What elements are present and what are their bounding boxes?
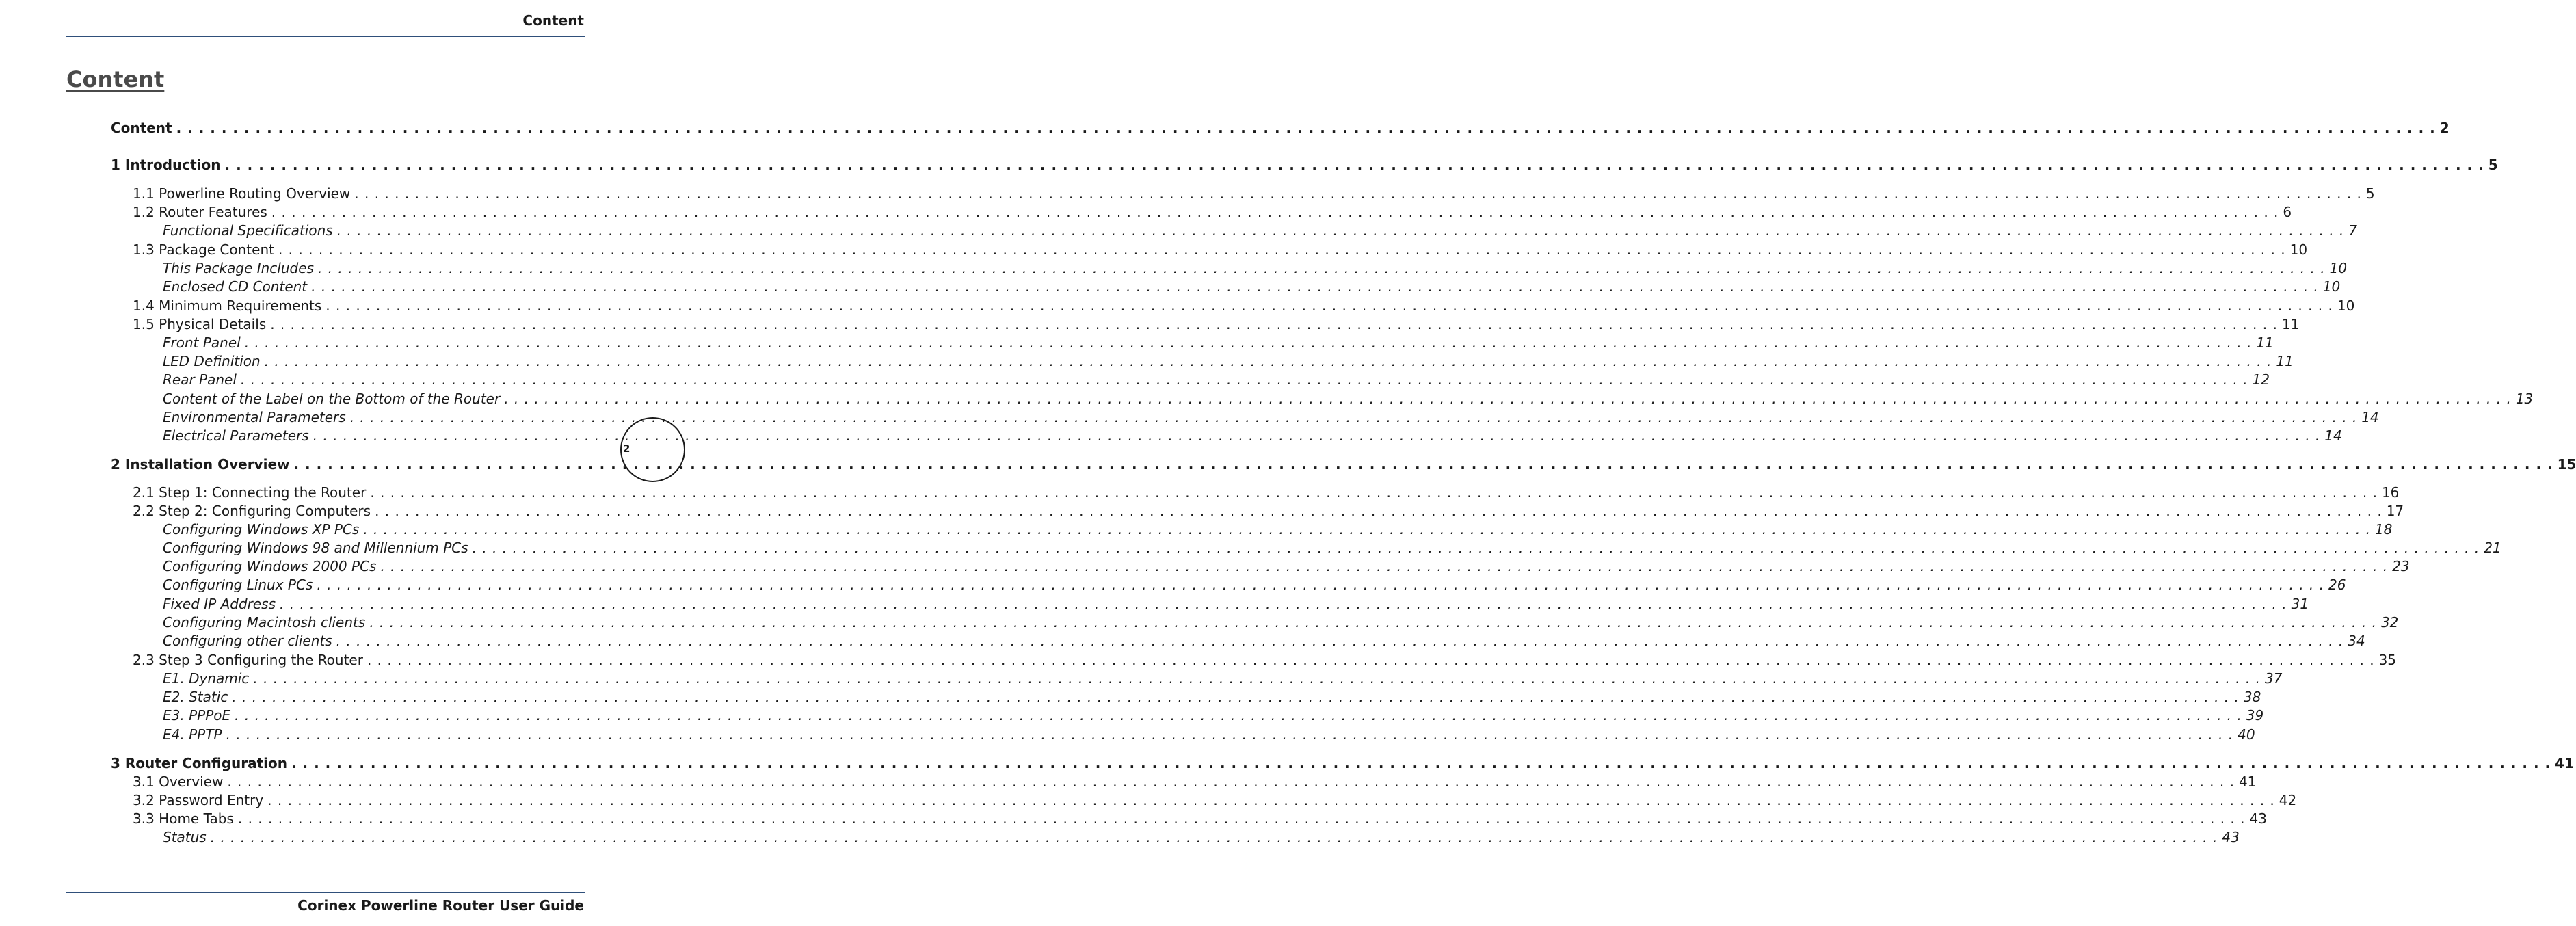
toc-entry[interactable]: [163, 631, 2365, 650]
toc-entry[interactable]: [163, 706, 2264, 725]
toc-entry-page: 17: [2386, 503, 2404, 519]
toc-dot-leader: . . . . . . . . . . . . . . . . . . . . . . . . . . . . . . . . . . . . . . . . . . . . . . . . . . . . . . . . . . . . . . . . . . . . . . . . . . . . . . . . . . . . . . . . . . . . . . . . . . . . . . . . . . . . . . . . . . . . . . . . . . . . . . . . . . . . . . . . . . . . . . . . . . . . . . . . . . . . . . . . . . . . . . . . . . . . . . . . . . . . . . . . . . . . . . . . . . . . . . . .: [472, 540, 2480, 556]
toc-dot-leader: . . . . . . . . . . . . . . . . . . . . . . . . . . . . . . . . . . . . . . . . . . . . . . . . . . . . . . . . . . . . . . . . . . . . . . . . . . . . . . . . . . . . . . . . . . . . . . . . . . . . . . . . . . . . . . . . . . . . . . . . . . . . . . . . . . . . . . . . . . . . . . . . . . . . . . . . . . . . . . . . . . . . . . . . . . . . . . . . . . . . . . . . . . . . . . . . . . . . . . . .: [349, 409, 2358, 425]
toc-entry[interactable]: [133, 240, 2308, 259]
toc-entry-page: 43: [2222, 829, 2240, 845]
footer-title: Corinex Powerline Router User Guide: [297, 897, 584, 914]
toc-entry[interactable]: [163, 538, 2501, 557]
toc-dot-leader: . . . . . . . . . . . . . . . . . . . . . . . . . . . . . . . . . . . . . . . . . . . . . . . . . . . . . . . . . . . . . . . . . . . . . . . . . . . . . . . . . . . . . . . . . . . . . . . . . . . . . . . . . . . . . . . . . . . . . . . . . . . . . . . . . . . . . . . . . . . . . . . . . . . . . . . . . . . . . . . . . . . . . . . . . . . . . . . . . . . . . . . . . . . . . . . . . . . . . . . .: [313, 427, 2321, 444]
toc-dot-leader: . . . . . . . . . . . . . . . . . . . . . . . . . . . . . . . . . . . . . . . . . . . . . . . . . . . . . . . . . . . . . . . . . . . . . . . . . . . . . . . . . . . . . . . . . . . . . . . . . . . . . . . . . . . . . . . . . . . . . . . . . . . . . . . . . . . . . . . . . . . . . . . . . . . . . . . . . . . . . . . . . . . . . . . . . . . . . . . . . . . . . . . . . . . . . . . . . . . . . . . .: [253, 670, 2261, 687]
toc-entry-label: Configuring Windows 98 and Millennium PCs: [163, 540, 468, 556]
toc-dot-leader: . . . . . . . . . . . . . . . . . . . . . . . . . . . . . . . . . . . . . . . . . . . . . . . . . . . . . . . . . . . . . . . . . . . . . . . . . . . . . . . . . . . . . . . . . . . . . . . . . . . . . . . . . . . . . . . . . . . . . . . . . . . . . . . . . . . . . . . . . . . . . . . . . . . . . . . . . . . . . . . . . . . . . . . . . . . . . . . . . . . . . . . . . . . . . . . . . . . . . . . .: [278, 241, 2286, 258]
toc-dot-leader: . . . . . . . . . . . . . . . . . . . . . . . . . . . . . . . . . . . . . . . . . . . . . . . . . . . . . . . . . . . . . . . . . . . . . . . . . . . . . . . . . . . . . . . . . . . . . . . . . . . . . . . . . . . . . . . . . . . . . . . . . . . . . . . . . . . . . . . . . . . . . . . . . . . . . . . . . . . . . . . . . . . . . . . . . . . . . . . . . . . . . . . . . . . . . . . . . . . . . . . .: [311, 278, 2319, 295]
toc-entry-page: 5: [2365, 185, 2375, 202]
toc-entry-page: 12: [2252, 371, 2270, 388]
toc-entry-page: 16: [2381, 484, 2400, 501]
toc-entry[interactable]: [163, 426, 2342, 445]
toc-entry-page: 18: [2374, 521, 2393, 538]
toc-entry-page: 6: [2283, 204, 2292, 220]
toc-entry-label: This Package Includes: [163, 260, 314, 276]
toc-dot-leader: . . . . . . . . . . . . . . . . . . . . . . . . . . . . . . . . . . . . . . . . . . . . . . . . . . . . . . . . . . . . . . . . . . . . . . . . . . . . . . . . . . . . . . . . . . . . . . . . . . . . . . . . . . . . . . . . . . . . . . . . . . . . . . . . . . . . . . . . . . . . . . . . . . . . . . . . . . . . . . . . . . . . . . . . . . . . . . . . . . . . . . . . . . . . . . . . . . . . . . . .: [237, 810, 2246, 827]
toc-entry[interactable]: [163, 828, 2240, 847]
toc-entry[interactable]: [111, 754, 2574, 773]
toc-entry[interactable]: [163, 687, 2261, 706]
toc-dot-leader: . . . . . . . . . . . . . . . . . . . . . . . . . . . . . . . . . . . . . . . . . . . . . . . . . . . . . . . . . . . . . . . . . . . . . . . . . . . . . . . . . . . . . . . . . . . . . . . . . . . . . . . . . . . . . . . . . . . . . . . . . . . . . . . . . . . . . . . . . . . . . . . . . . . . . . . . . . . . . . . . . . . . . . . . . . . . . . . . . . . . . . . . . . . . . . . . . . . . . . . .: [326, 297, 2333, 314]
toc-entry-label: Configuring Windows XP PCs: [163, 521, 360, 538]
toc-entry-label: Content: [111, 120, 172, 136]
toc-entry-page: 39: [2246, 707, 2264, 724]
toc-entry-label: Content of the Label on the Bottom of the Router: [163, 391, 501, 407]
toc-entry[interactable]: [111, 455, 2576, 474]
toc-entry-page: 42: [2279, 792, 2297, 808]
toc-entry[interactable]: [133, 184, 2375, 203]
toc-entry[interactable]: [133, 791, 2297, 810]
toc-entry[interactable]: [163, 389, 2534, 408]
toc-entry-page: 10: [2337, 297, 2355, 314]
toc-entry-page: 14: [2361, 409, 2379, 425]
toc-entry[interactable]: [163, 408, 2379, 427]
toc-entry-page: 11: [2276, 353, 2294, 369]
toc-entry-page: 35: [2378, 652, 2397, 668]
toc-dot-leader: . . . . . . . . . . . . . . . . . . . . . . . . . . . . . . . . . . . . . . . . . . . . . . . . . . . . . . . . . . . . . . . . . . . . . . . . . . . . . . . . . . . . . . . . . . . . . . . . . . . . . . . . . . . . . . . . . . . . . . . . . . . . . . . . . . . . . . . . . . . . . . . . . . . . . . . . . . . . . . . . . . . . . . . . . . . . . . . . . . . . . . . . . . . . . . . . . . . . . . . .: [227, 773, 2235, 790]
toc-entry-label: Status: [163, 829, 207, 845]
toc-dot-leader: . . . . . . . . . . . . . . . . . . . . . . . . . . . . . . . . . . . . . . . . . . . . . . . . . . . . . . . . . . . . . . . . . . . . . . . . . . . . . . . . . . . . . . . . . . . . . . . . . . . . . . . . . . . . . . . . . . . . . . . . . . . . . . . . . . . . . . . . . . . . . . . . . . . . . . . . . . . . . . . . . . . . . . . . . . . . . . . . . . . . . . . . . . . . . . . . . . . . . . . .: [267, 792, 2275, 808]
toc-entry[interactable]: [163, 370, 2270, 389]
toc-dot-leader: . . . . . . . . . . . . . . . . . . . . . . . . . . . . . . . . . . . . . . . . . . . . . . . . . . . . . . . . . . . . . . . . . . . . . . . . . . . . . . . . . . . . . . . . . . . . . . . . . . . . . . . . . . . . . . . . . . . . . . . . . . . . . . . . . . . . . . . . . . . . . . . . . . . . . . . . . . . . . . . . . . . . . . . . . . . . . . . . . . . . . . . . . . . . . . . . . . . . . . . .: [317, 577, 2324, 593]
toc-entry-page: 32: [2380, 614, 2399, 631]
toc-entry[interactable]: [133, 483, 2400, 502]
toc-entry-page: 10: [2289, 241, 2308, 258]
toc-entry-page: 11: [2256, 334, 2274, 351]
toc-dot-leader: . . . . . . . . . . . . . . . . . . . . . . . . . . . . . . . . . . . . . . . . . . . . . . . . . . . . . . . . . . . . . . . . . . . . . . . . . . . . . . . . . . . . . . . . . . . . . . . . . . . . . . . . . . . . . . . . . . . . . . . . . . . . . . . . . . . . . . . . . . . . . . . . . . . . . . . . . . . . . . . . . . . . . . . . . . . . . . . . . . . . . . . . . . . . . . . . . . . . . . . .: [210, 829, 2218, 845]
toc-entry-page: 40: [2238, 726, 2255, 743]
toc-dot-leader: . . . . . . . . . . . . . . . . . . . . . . . . . . . . . . . . . . . . . . . . . . . . . . . . . . . . . . . . . . . . . . . . . . . . . . . . . . . . . . . . . . . . . . . . . . . . . . . . . . . . . . . . . . . . . . . . . . . . . . . . . . . . . . . . . . . . . . . . . . . . . . . . . . . . . . . . . . . . . . . . . . . . . . . . . . . . . . . . . . . . . . . . . . . . . . . . . . . . . . . .: [240, 371, 2248, 388]
toc-entry[interactable]: [133, 650, 2397, 670]
toc-entry-label: E4. PPTP: [163, 726, 222, 743]
toc-entry-page: 34: [2348, 633, 2365, 649]
toc-entry-page: 10: [2322, 278, 2341, 295]
toc-entry-label: 3.1 Overview: [133, 773, 224, 790]
toc-dot-leader: . . . . . . . . . . . . . . . . . . . . . . . . . . . . . . . . . . . . . . . . . . . . . . . . . . . . . . . . . . . . . . . . . . . . . . . . . . . . . . . . . . . . . . . . . . . . . . . . . . . . . . . . . . . . . . . . . . . . . . . . . . . . . . . . . . . . . . . . . . . . . . . . . . . . . . . . . . . . . . . . . . . . . . . . . . . . . . . . . . . . . . . . . . . . . . . . . . . . . . . .: [226, 726, 2234, 743]
toc-entry-label: 3.3 Home Tabs: [133, 810, 234, 827]
toc-entry-label: 1.2 Router Features: [133, 204, 267, 220]
toc-entry-page: 41: [2238, 773, 2257, 790]
toc-dot-leader: . . . . . . . . . . . . . . . . . . . . . . . . . . . . . . . . . . . . . . . . . . . . . . . . . . . . . . . . . . . . . . . . . . . . . . . . . . . . . . . . . . . . . . . . . . . . . . . . . . . . . . . . . . . . . . . . . . . . . . . . . . . . . . . . . . . . . . . . . . . . . . . . . . . . . . . . . . . . . . . . . . . . . . . . . . . . . . . . . . . . . . . . . . . . . . . . . . . . . . . .: [293, 456, 2553, 473]
toc-entry[interactable]: [163, 557, 2410, 576]
toc-entry-page: 21: [2484, 540, 2501, 556]
toc-dot-leader: . . . . . . . . . . . . . . . . . . . . . . . . . . . . . . . . . . . . . . . . . . . . . . . . . . . . . . . . . . . . . . . . . . . . . . . . . . . . . . . . . . . . . . . . . . . . . . . . . . . . . . . . . . . . . . . . . . . . . . . . . . . . . . . . . . . . . . . . . . . . . . . . . . . . . . . . . . . . . . . . . . . . . . . . . . . . . . . . . . . . . . . . . . . . . . . . . . . . . . . .: [363, 521, 2371, 538]
toc-entry-page: 7: [2348, 222, 2358, 239]
toc-entry-label: LED Definition: [163, 353, 261, 369]
toc-entry-label: Configuring Linux PCs: [163, 577, 313, 593]
toc-dot-leader: . . . . . . . . . . . . . . . . . . . . . . . . . . . . . . . . . . . . . . . . . . . . . . . . . . . . . . . . . . . . . . . . . . . . . . . . . . . . . . . . . . . . . . . . . . . . . . . . . . . . . . . . . . . . . . . . . . . . . . . . . . . . . . . . . . . . . . . . . . . . . . . . . . . . . . . . . . . . . . . . . . . . . . . . . . . . . . . . . . . . . . . . . . . . . . . . . . . . . . . .: [264, 353, 2272, 369]
toc-dot-leader: . . . . . . . . . . . . . . . . . . . . . . . . . . . . . . . . . . . . . . . . . . . . . . . . . . . . . . . . . . . . . . . . . . . . . . . . . . . . . . . . . . . . . . . . . . . . . . . . . . . . . . . . . . . . . . . . . . . . . . . . . . . . . . . . . . . . . . . . . . . . . . . . . . . . . . . . . . . . . . . . . . . . . . . . . . . . . . . . . . . . . . . . . . . . . . . . . . . . . . . .: [370, 484, 2378, 501]
toc-entry-label: Configuring other clients: [163, 633, 332, 649]
toc-entry[interactable]: [133, 809, 2267, 828]
toc-dot-leader: . . . . . . . . . . . . . . . . . . . . . . . . . . . . . . . . . . . . . . . . . . . . . . . . . . . . . . . . . . . . . . . . . . . . . . . . . . . . . . . . . . . . . . . . . . . . . . . . . . . . . . . . . . . . . . . . . . . . . . . . . . . . . . . . . . . . . . . . . . . . . . . . . . . . . . . . . . . . . . . . . . . . . . . . . . . . . . . . . . . . . . . . . . . . . . . . . . . . . . . .: [375, 503, 2382, 519]
toc-entry[interactable]: [111, 118, 2449, 137]
toc-entry-label: Electrical Parameters: [163, 427, 309, 444]
toc-dot-leader: . . . . . . . . . . . . . . . . . . . . . . . . . . . . . . . . . . . . . . . . . . . . . . . . . . . . . . . . . . . . . . . . . . . . . . . . . . . . . . . . . . . . . . . . . . . . . . . . . . . . . . . . . . . . . . . . . . . . . . . . . . . . . . . . . . . . . . . . . . . . . . . . . . . . . . . . . . . . . . . . . . . . . . . . . . . . . . . . . . . . . . . . . . . . . . . . . . . . . . . .: [354, 185, 2362, 202]
toc-entry-page: 23: [2392, 558, 2410, 574]
toc-dot-leader: . . . . . . . . . . . . . . . . . . . . . . . . . . . . . . . . . . . . . . . . . . . . . . . . . . . . . . . . . . . . . . . . . . . . . . . . . . . . . . . . . . . . . . . . . . . . . . . . . . . . . . . . . . . . . . . . . . . . . . . . . . . . . . . . . . . . . . . . . . . . . . . . . . . . . . . . . . . . . . . . . . . . . . . . . . . . . . . . . . . . . . . . . . . . . . . . . . . . . . . .: [380, 558, 2389, 574]
page-number: 2: [623, 442, 630, 455]
toc-entry-page: 11: [2281, 316, 2300, 332]
toc-entry[interactable]: [111, 155, 2498, 174]
toc-entry-page: 15: [2557, 456, 2576, 473]
toc-entry-label: 2.1 Step 1: Connecting the Router: [133, 484, 367, 501]
toc-entry-label: 3 Router Configuration: [111, 755, 287, 771]
toc-dot-leader: . . . . . . . . . . . . . . . . . . . . . . . . . . . . . . . . . . . . . . . . . . . . . . . . . . . . . . . . . . . . . . . . . . . . . . . . . . . . . . . . . . . . . . . . . . . . . . . . . . . . . . . . . . . . . . . . . . . . . . . . . . . . . . . . . . . . . . . . . . . . . . . . . . . . . . . . . . . . . . . . . . . . . . . . . . . . . . . . . . . . . . . . . . . . . . . . . . . . . . . .: [280, 596, 2287, 612]
toc-entry[interactable]: [133, 202, 2292, 222]
toc-entry-label: 2.3 Step 3 Configuring the Router: [133, 652, 363, 668]
toc-entry-page: 26: [2328, 577, 2346, 593]
toc-entry-page: 37: [2264, 670, 2283, 687]
toc-dot-leader: . . . . . . . . . . . . . . . . . . . . . . . . . . . . . . . . . . . . . . . . . . . . . . . . . . . . . . . . . . . . . . . . . . . . . . . . . . . . . . . . . . . . . . . . . . . . . . . . . . . . . . . . . . . . . . . . . . . . . . . . . . . . . . . . . . . . . . . . . . . . . . . . . . . . . . . . . . . . . . . . . . . . . . . . . . . . . . . . . . . . . . . . . . . . . . . . . . . . . . . .: [336, 633, 2344, 649]
toc-entry[interactable]: [163, 594, 2309, 613]
toc-entry-page: 14: [2324, 427, 2342, 444]
toc-entry[interactable]: [163, 259, 2348, 278]
toc-entry-label: E1. Dynamic: [163, 670, 250, 687]
toc-entry[interactable]: [163, 725, 2255, 744]
toc-entry-label: 3.2 Password Entry: [133, 792, 264, 808]
toc-entry-label: 1.5 Physical Details: [133, 316, 267, 332]
toc-entry-label: E3. PPPoE: [163, 707, 231, 724]
toc-entry-label: 1.1 Powerline Routing Overview: [133, 185, 351, 202]
toc-entry-label: Front Panel: [163, 334, 241, 351]
toc-entry-page: 5: [2488, 157, 2498, 173]
toc-entry-page: 10: [2329, 260, 2348, 276]
toc-entry-label: 2.2 Step 2: Configuring Computers: [133, 503, 371, 519]
running-header: Content: [522, 12, 584, 29]
footer-rule: [66, 892, 585, 893]
toc-entry[interactable]: [163, 613, 2399, 632]
toc-entry-page: 31: [2291, 596, 2309, 612]
toc-entry[interactable]: [163, 277, 2341, 296]
toc-entry[interactable]: [163, 520, 2393, 539]
toc-entry-label: 1.3 Package Content: [133, 241, 274, 258]
toc-dot-leader: . . . . . . . . . . . . . . . . . . . . . . . . . . . . . . . . . . . . . . . . . . . . . . . . . . . . . . . . . . . . . . . . . . . . . . . . . . . . . . . . . . . . . . . . . . . . . . . . . . . . . . . . . . . . . . . . . . . . . . . . . . . . . . . . . . . . . . . . . . . . . . . . . . . . . . . . . . . . . . . . . . . . . . . . . . . . . . . . . . . . . . . . . . . . . . . . . . . . . . . .: [176, 120, 2436, 136]
toc-entry[interactable]: [163, 352, 2294, 371]
toc-entry[interactable]: [133, 772, 2257, 791]
toc-entry-page: 13: [2515, 391, 2534, 407]
page-title: Content: [66, 66, 165, 92]
toc-dot-leader: . . . . . . . . . . . . . . . . . . . . . . . . . . . . . . . . . . . . . . . . . . . . . . . . . . . . . . . . . . . . . . . . . . . . . . . . . . . . . . . . . . . . . . . . . . . . . . . . . . . . . . . . . . . . . . . . . . . . . . . . . . . . . . . . . . . . . . . . . . . . . . . . . . . . . . . . . . . . . . . . . . . . . . . . . . . . . . . . . . . . . . . . . . . . . . . . . . . . . . . .: [244, 334, 2253, 351]
toc-entry-label: Rear Panel: [163, 371, 237, 388]
toc-entry-label: E2. Static: [163, 689, 228, 705]
toc-entry-label: 1 Introduction: [111, 157, 221, 173]
toc-entry-label: Fixed IP Address: [163, 596, 276, 612]
toc-entry[interactable]: [133, 501, 2404, 520]
toc-entry[interactable]: [133, 315, 2300, 334]
toc-entry-page: 2: [2439, 120, 2449, 136]
toc-dot-leader: . . . . . . . . . . . . . . . . . . . . . . . . . . . . . . . . . . . . . . . . . . . . . . . . . . . . . . . . . . . . . . . . . . . . . . . . . . . . . . . . . . . . . . . . . . . . . . . . . . . . . . . . . . . . . . . . . . . . . . . . . . . . . . . . . . . . . . . . . . . . . . . . . . . . . . . . . . . . . . . . . . . . . . . . . . . . . . . . . . . . . . . . . . . . . . . . . . . . . . . .: [224, 157, 2484, 173]
toc-entry[interactable]: [163, 575, 2346, 594]
toc-entry-label: Functional Specifications: [163, 222, 333, 239]
toc-entry-label: Enclosed CD Content: [163, 278, 308, 295]
toc-dot-leader: . . . . . . . . . . . . . . . . . . . . . . . . . . . . . . . . . . . . . . . . . . . . . . . . . . . . . . . . . . . . . . . . . . . . . . . . . . . . . . . . . . . . . . . . . . . . . . . . . . . . . . . . . . . . . . . . . . . . . . . . . . . . . . . . . . . . . . . . . . . . . . . . . . . . . . . . . . . . . . . . . . . . . . . . . . . . . . . . . . . . . . . . . . . . . . . . . . . . . . . .: [369, 614, 2377, 631]
toc-dot-leader: . . . . . . . . . . . . . . . . . . . . . . . . . . . . . . . . . . . . . . . . . . . . . . . . . . . . . . . . . . . . . . . . . . . . . . . . . . . . . . . . . . . . . . . . . . . . . . . . . . . . . . . . . . . . . . . . . . . . . . . . . . . . . . . . . . . . . . . . . . . . . . . . . . . . . . . . . . . . . . . . . . . . . . . . . . . . . . . . . . . . . . . . . . . . . . . . . . . . . . . .: [367, 652, 2375, 668]
toc-entry[interactable]: [163, 333, 2274, 352]
toc-entry[interactable]: [163, 221, 2358, 240]
toc-dot-leader: . . . . . . . . . . . . . . . . . . . . . . . . . . . . . . . . . . . . . . . . . . . . . . . . . . . . . . . . . . . . . . . . . . . . . . . . . . . . . . . . . . . . . . . . . . . . . . . . . . . . . . . . . . . . . . . . . . . . . . . . . . . . . . . . . . . . . . . . . . . . . . . . . . . . . . . . . . . . . . . . . . . . . . . . . . . . . . . . . . . . . . . . . . . . . . . . . . . . . . . .: [504, 391, 2512, 407]
toc-entry-page: 38: [2243, 689, 2261, 705]
toc-dot-leader: . . . . . . . . . . . . . . . . . . . . . . . . . . . . . . . . . . . . . . . . . . . . . . . . . . . . . . . . . . . . . . . . . . . . . . . . . . . . . . . . . . . . . . . . . . . . . . . . . . . . . . . . . . . . . . . . . . . . . . . . . . . . . . . . . . . . . . . . . . . . . . . . . . . . . . . . . . . . . . . . . . . . . . . . . . . . . . . . . . . . . . . . . . . . . . . . . . . . . . . .: [291, 755, 2551, 771]
toc-entry-label: Configuring Windows 2000 PCs: [163, 558, 377, 574]
toc-entry-label: Configuring Macintosh clients: [163, 614, 366, 631]
header-rule: [66, 36, 585, 37]
toc-entry-page: 41: [2555, 755, 2574, 771]
toc-entry-label: 2 Installation Overview: [111, 456, 290, 473]
toc-entry-label: Environmental Parameters: [163, 409, 346, 425]
toc-dot-leader: . . . . . . . . . . . . . . . . . . . . . . . . . . . . . . . . . . . . . . . . . . . . . . . . . . . . . . . . . . . . . . . . . . . . . . . . . . . . . . . . . . . . . . . . . . . . . . . . . . . . . . . . . . . . . . . . . . . . . . . . . . . . . . . . . . . . . . . . . . . . . . . . . . . . . . . . . . . . . . . . . . . . . . . . . . . . . . . . . . . . . . . . . . . . . . . . . . . . . . . .: [232, 689, 2240, 705]
toc-entry-page: 43: [2249, 810, 2267, 827]
toc-entry-label: 1.4 Minimum Requirements: [133, 297, 322, 314]
toc-dot-leader: . . . . . . . . . . . . . . . . . . . . . . . . . . . . . . . . . . . . . . . . . . . . . . . . . . . . . . . . . . . . . . . . . . . . . . . . . . . . . . . . . . . . . . . . . . . . . . . . . . . . . . . . . . . . . . . . . . . . . . . . . . . . . . . . . . . . . . . . . . . . . . . . . . . . . . . . . . . . . . . . . . . . . . . . . . . . . . . . . . . . . . . . . . . . . . . . . . . . . . . .: [317, 260, 2326, 276]
toc-entry[interactable]: [133, 296, 2355, 315]
toc-dot-leader: . . . . . . . . . . . . . . . . . . . . . . . . . . . . . . . . . . . . . . . . . . . . . . . . . . . . . . . . . . . . . . . . . . . . . . . . . . . . . . . . . . . . . . . . . . . . . . . . . . . . . . . . . . . . . . . . . . . . . . . . . . . . . . . . . . . . . . . . . . . . . . . . . . . . . . . . . . . . . . . . . . . . . . . . . . . . . . . . . . . . . . . . . . . . . . . . . . . . . . . .: [235, 707, 2242, 724]
toc-entry[interactable]: [163, 669, 2283, 688]
toc-dot-leader: . . . . . . . . . . . . . . . . . . . . . . . . . . . . . . . . . . . . . . . . . . . . . . . . . . . . . . . . . . . . . . . . . . . . . . . . . . . . . . . . . . . . . . . . . . . . . . . . . . . . . . . . . . . . . . . . . . . . . . . . . . . . . . . . . . . . . . . . . . . . . . . . . . . . . . . . . . . . . . . . . . . . . . . . . . . . . . . . . . . . . . . . . . . . . . . . . . . . . . . .: [336, 222, 2345, 239]
toc-dot-leader: . . . . . . . . . . . . . . . . . . . . . . . . . . . . . . . . . . . . . . . . . . . . . . . . . . . . . . . . . . . . . . . . . . . . . . . . . . . . . . . . . . . . . . . . . . . . . . . . . . . . . . . . . . . . . . . . . . . . . . . . . . . . . . . . . . . . . . . . . . . . . . . . . . . . . . . . . . . . . . . . . . . . . . . . . . . . . . . . . . . . . . . . . . . . . . . . . . . . . . . .: [271, 204, 2279, 220]
toc-dot-leader: . . . . . . . . . . . . . . . . . . . . . . . . . . . . . . . . . . . . . . . . . . . . . . . . . . . . . . . . . . . . . . . . . . . . . . . . . . . . . . . . . . . . . . . . . . . . . . . . . . . . . . . . . . . . . . . . . . . . . . . . . . . . . . . . . . . . . . . . . . . . . . . . . . . . . . . . . . . . . . . . . . . . . . . . . . . . . . . . . . . . . . . . . . . . . . . . . . . . . . . .: [270, 316, 2278, 332]
